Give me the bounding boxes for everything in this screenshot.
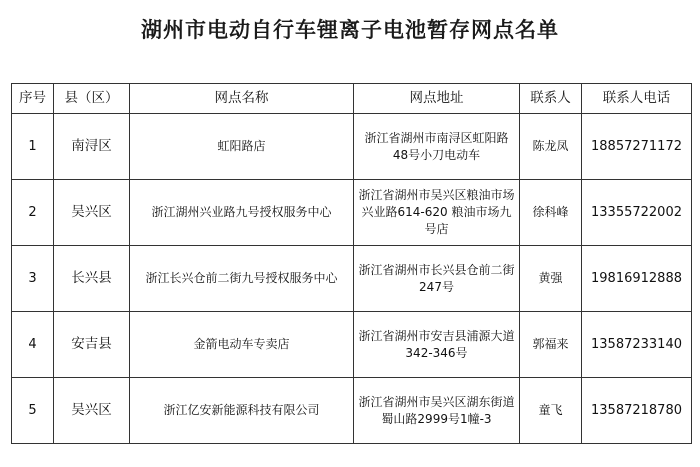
cell-address: 浙江省湖州市吴兴区湖东街道蜀山路2999号1幢-3 xyxy=(354,378,520,444)
table-row xyxy=(12,180,692,246)
cell-no: 1 xyxy=(12,114,54,180)
header-phone: 联系人电话 xyxy=(582,84,692,114)
cell-contact: 童飞 xyxy=(520,378,582,444)
header-outlet-name: 网点名称 xyxy=(130,84,354,114)
cell-county: 吴兴区 xyxy=(54,180,130,246)
cell-no: 4 xyxy=(12,312,54,378)
table-header-row xyxy=(12,84,692,114)
cell-no: 2 xyxy=(12,180,54,246)
cell-phone: 13587218780 xyxy=(582,378,692,444)
page-title: 湖州市电动自行车锂离子电池暂存网点名单 xyxy=(141,17,559,42)
cell-phone: 19816912888 xyxy=(582,246,692,312)
header-address: 网点地址 xyxy=(354,84,520,114)
cell-county: 安吉县 xyxy=(54,312,130,378)
cell-phone: 13587233140 xyxy=(582,312,692,378)
cell-address: 浙江省湖州市吴兴区粮油市场兴业路614-620 粮油市场九号店 xyxy=(354,180,520,246)
cell-outlet-name: 金箭电动车专卖店 xyxy=(130,312,354,378)
cell-county: 南浔区 xyxy=(54,114,130,180)
cell-county: 吴兴区 xyxy=(54,378,130,444)
cell-address: 浙江省湖州市安吉县浦源大道342-346号 xyxy=(354,312,520,378)
cell-outlet-name: 虹阳路店 xyxy=(130,114,354,180)
cell-contact: 郭福来 xyxy=(520,312,582,378)
cell-contact: 陈龙凤 xyxy=(520,114,582,180)
cell-no: 3 xyxy=(12,246,54,312)
table-row xyxy=(12,246,692,312)
cell-contact: 徐科峰 xyxy=(520,180,582,246)
cell-outlet-name: 浙江长兴仓前二街九号授权服务中心 xyxy=(130,246,354,312)
header-county: 县（区） xyxy=(54,84,130,114)
cell-address: 浙江省湖州市南浔区虹阳路48号小刀电动车 xyxy=(354,114,520,180)
cell-no: 5 xyxy=(12,378,54,444)
table-row xyxy=(12,312,692,378)
cell-address: 浙江省湖州市长兴县仓前二街247号 xyxy=(354,246,520,312)
cell-contact: 黄强 xyxy=(520,246,582,312)
cell-phone: 18857271172 xyxy=(582,114,692,180)
table-row xyxy=(12,378,692,444)
cell-outlet-name: 浙江亿安新能源科技有限公司 xyxy=(130,378,354,444)
cell-outlet-name: 浙江湖州兴业路九号授权服务中心 xyxy=(130,180,354,246)
cell-phone: 13355722002 xyxy=(582,180,692,246)
table-row xyxy=(12,114,692,180)
cell-county: 长兴县 xyxy=(54,246,130,312)
header-no: 序号 xyxy=(12,84,54,114)
outlet-table xyxy=(11,83,692,444)
header-contact: 联系人 xyxy=(520,84,582,114)
